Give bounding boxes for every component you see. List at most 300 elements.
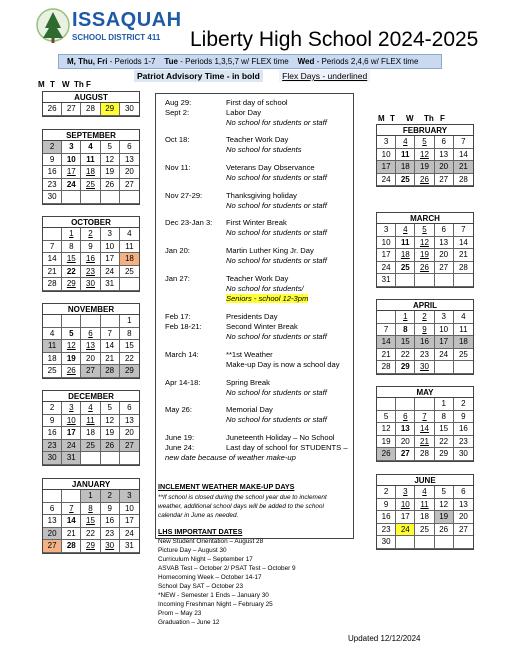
day-cell: 17 [62, 427, 81, 440]
day-cell: 4 [415, 486, 434, 499]
day-cell: 26 [377, 448, 396, 461]
day-cell: 28 [43, 278, 62, 291]
important-heading: LHS IMPORTANT DATES [158, 527, 243, 536]
day-cell: 18 [43, 353, 62, 366]
month-name: SEPTEMBER [43, 130, 139, 141]
schedule-b-days: Tue [164, 57, 178, 66]
day-cell: 25 [81, 440, 100, 453]
day-cell: 28 [415, 448, 434, 461]
day-cell: 6 [120, 141, 139, 154]
day-cell: 2 [454, 398, 473, 411]
day-cell [43, 490, 62, 503]
day-cell: 27 [435, 174, 454, 187]
event-name: Martin Luther King Jr. Day [226, 246, 314, 255]
day-cell: 17 [101, 253, 120, 266]
event-name: First Winter Break [226, 218, 287, 227]
day-cell: 14 [377, 336, 396, 349]
day-cell: 6 [120, 402, 139, 415]
day-cell: 18 [454, 336, 473, 349]
schedule-c-days: Wed [297, 57, 315, 66]
month-name: AUGUST [43, 92, 139, 103]
day-cell: 19 [415, 249, 434, 262]
calendar-april [376, 299, 474, 375]
page-title: Liberty High School 2024-2025 [190, 28, 479, 51]
event-date: June 24: [165, 443, 195, 452]
day-cell: 17 [435, 336, 454, 349]
important-list [158, 537, 327, 627]
day-cell: 4 [81, 402, 100, 415]
day-cell [396, 398, 415, 411]
calendar-august [42, 91, 140, 117]
day-cell: 18 [120, 253, 139, 266]
important-item: Prom – May 23 [158, 610, 202, 617]
event-name: Teacher Work Day [226, 274, 289, 283]
day-cell: 2 [81, 228, 100, 241]
day-cell: 14 [454, 237, 473, 250]
day-cell [62, 490, 81, 503]
calendar-december [42, 390, 140, 466]
day-cell: 16 [43, 427, 62, 440]
day-cell: 17 [377, 161, 396, 174]
day-cell [454, 361, 473, 374]
day-cell: 31 [62, 452, 81, 465]
day-cell: 20 [81, 353, 100, 366]
month-grid [43, 490, 139, 553]
day-cell: 27 [435, 262, 454, 275]
event-name: Labor Day [226, 108, 262, 117]
day-cell: 20 [120, 427, 139, 440]
day-cell: 19 [377, 436, 396, 449]
day-cell: 3 [62, 141, 81, 154]
calendar-october [42, 216, 140, 292]
event-date: Nov 11: [165, 163, 191, 172]
day-cell: 12 [415, 149, 434, 162]
day-cell: 20 [435, 161, 454, 174]
day-cell: 9 [454, 411, 473, 424]
day-cell: 10 [62, 154, 81, 167]
day-cell [81, 191, 100, 204]
day-cell: 13 [435, 149, 454, 162]
event-date: June 19: [165, 433, 195, 442]
day-cell: 18 [81, 166, 100, 179]
day-cell: 24 [377, 262, 396, 275]
day-cell: 3 [396, 486, 415, 499]
day-cell: 13 [81, 340, 100, 353]
day-cell: 7 [454, 136, 473, 149]
day-cell [120, 278, 139, 291]
day-cell: 2 [101, 490, 120, 503]
day-cell: 31 [377, 274, 396, 287]
event-highlight: Seniors - school 12-3pm [226, 294, 309, 303]
day-cell: 21 [454, 161, 473, 174]
day-cell: 10 [435, 324, 454, 337]
updated-date: Updated 12/12/2024 [348, 634, 421, 643]
day-cell: 1 [396, 311, 415, 324]
day-cell: 28 [454, 262, 473, 275]
day-cell [435, 536, 454, 549]
legend [134, 71, 370, 81]
day-cell: 5 [415, 136, 434, 149]
day-cell: 27 [396, 448, 415, 461]
day-cell: 16 [454, 423, 473, 436]
day-cell: 28 [377, 361, 396, 374]
day-cell: 11 [43, 340, 62, 353]
month-grid [377, 136, 473, 186]
day-cell: 19 [101, 427, 120, 440]
month-name: NOVEMBER [43, 304, 139, 315]
day-cell: 18 [81, 427, 100, 440]
day-cell: 26 [101, 179, 120, 192]
day-cell: 24 [101, 266, 120, 279]
day-cell: 4 [454, 311, 473, 324]
day-cell: 11 [81, 415, 100, 428]
important-item: School Day SAT – October 23 [158, 583, 244, 590]
day-cell: 15 [81, 515, 100, 528]
day-cell: 18 [415, 511, 434, 524]
day-cell: 2 [415, 311, 434, 324]
day-cell: 26 [43, 103, 62, 116]
day-cell: 28 [81, 103, 100, 116]
event-name-line2: Make-up Day is now a school day [226, 360, 340, 369]
day-cell [377, 311, 396, 324]
day-cell: 4 [396, 136, 415, 149]
calendar-february [376, 124, 474, 187]
event-note: No school for students or staff [226, 256, 327, 265]
event-note: No school for students [226, 145, 302, 154]
calendar-november [42, 303, 140, 379]
tree-logo-icon [36, 8, 70, 46]
legend-flex: Flex Days - underlined [279, 70, 370, 82]
day-cell: 26 [101, 440, 120, 453]
important-item: *NEW - Semester 1 Ends – January 30 [158, 592, 269, 599]
day-cell: 13 [396, 423, 415, 436]
day-cell: 8 [435, 411, 454, 424]
day-cell: 23 [415, 349, 434, 362]
day-cell: 28 [454, 174, 473, 187]
day-cell: 7 [377, 324, 396, 337]
day-cell: 15 [396, 336, 415, 349]
day-cell: 30 [101, 540, 120, 553]
day-cell: 19 [101, 166, 120, 179]
event-note: No school for students or staff [226, 228, 327, 237]
day-cell: 29 [120, 365, 139, 378]
notes-section [158, 482, 327, 627]
important-item: New Student Orientation – August 28 [158, 538, 264, 545]
event-date: Oct 18: [165, 135, 190, 144]
day-cell [435, 274, 454, 287]
day-cell: 23 [377, 524, 396, 537]
calendar-may [376, 386, 474, 462]
day-cell: 3 [435, 311, 454, 324]
day-cell: 3 [377, 224, 396, 237]
month-grid [377, 486, 473, 549]
month-name: MARCH [377, 213, 473, 224]
day-cell: 3 [377, 136, 396, 149]
day-cell: 13 [120, 415, 139, 428]
weekday-header-right: M T W Th F [378, 114, 445, 123]
day-cell: 23 [43, 179, 62, 192]
calendar-march [376, 212, 474, 288]
important-item: Graduation – June 12 [158, 619, 220, 626]
day-cell: 21 [377, 349, 396, 362]
day-cell: 16 [81, 253, 100, 266]
day-cell [377, 398, 396, 411]
event-note: No school for students/ [226, 284, 304, 293]
month-grid [43, 315, 139, 378]
day-cell: 18 [396, 249, 415, 262]
day-cell [101, 315, 120, 328]
day-cell: 21 [101, 353, 120, 366]
day-cell: 20 [120, 166, 139, 179]
district-logo [36, 8, 182, 48]
day-cell: 20 [435, 249, 454, 262]
weather-heading: INCLEMENT WEATHER MAKE-UP DAYS [158, 482, 295, 491]
day-cell: 15 [435, 423, 454, 436]
month-name: JUNE [377, 475, 473, 486]
event-date: Nov 27-29: [165, 191, 203, 200]
day-cell: 14 [62, 515, 81, 528]
events-box [155, 93, 354, 539]
day-cell: 6 [396, 411, 415, 424]
day-cell: 9 [377, 499, 396, 512]
month-grid [43, 228, 139, 291]
schedule-a-days: M, Thu, Fri [67, 57, 108, 66]
day-cell: 20 [454, 511, 473, 524]
logo-name: ISSAQUAH [72, 9, 182, 31]
day-cell: 21 [415, 436, 434, 449]
day-cell [396, 274, 415, 287]
day-cell: 7 [454, 224, 473, 237]
day-cell: 13 [120, 154, 139, 167]
calendar-june [376, 474, 474, 550]
day-cell: 3 [62, 402, 81, 415]
event-name: Presidents Day [226, 312, 278, 321]
day-cell: 29 [81, 540, 100, 553]
day-cell: 25 [396, 262, 415, 275]
day-cell: 10 [62, 415, 81, 428]
day-cell: 10 [120, 503, 139, 516]
day-cell: 28 [101, 365, 120, 378]
day-cell: 29 [435, 448, 454, 461]
event-date: Jan 27: [165, 274, 190, 283]
day-cell: 23 [454, 436, 473, 449]
event-name: Second Winter Break [226, 322, 298, 331]
day-cell: 8 [81, 503, 100, 516]
day-cell: 27 [120, 179, 139, 192]
day-cell: 17 [377, 249, 396, 262]
event-name: Spring Break [226, 378, 270, 387]
day-cell: 12 [62, 340, 81, 353]
day-cell: 1 [120, 315, 139, 328]
day-cell: 11 [415, 499, 434, 512]
day-cell: 25 [43, 365, 62, 378]
day-cell: 24 [377, 174, 396, 187]
important-item: Incoming Freshman Night – February 25 [158, 601, 273, 608]
day-cell: 16 [101, 515, 120, 528]
day-cell: 27 [43, 540, 62, 553]
day-cell [43, 228, 62, 241]
event-name: Teacher Work Day [226, 135, 289, 144]
day-cell [454, 274, 473, 287]
day-cell: 5 [101, 141, 120, 154]
day-cell [101, 452, 120, 465]
day-cell: 24 [62, 179, 81, 192]
month-grid [377, 224, 473, 287]
day-cell [415, 398, 434, 411]
day-cell [454, 536, 473, 549]
day-cell: 10 [396, 499, 415, 512]
events-tail-note: new date because of weather make-up [165, 453, 296, 462]
day-cell: 21 [62, 528, 81, 541]
day-cell [81, 452, 100, 465]
event-date: Feb 18-21: [165, 322, 202, 331]
day-cell: 30 [454, 448, 473, 461]
weekday-header-left: M T W Th F [38, 80, 91, 89]
day-cell: 14 [43, 253, 62, 266]
day-cell: 26 [435, 524, 454, 537]
important-item: Curriculum Night – September 17 [158, 556, 253, 563]
event-name: Veterans Day Observance [226, 163, 315, 172]
day-cell: 6 [435, 224, 454, 237]
day-cell: 31 [101, 278, 120, 291]
day-cell: 24 [396, 524, 415, 537]
day-cell: 13 [435, 237, 454, 250]
day-cell: 4 [120, 228, 139, 241]
day-cell: 23 [81, 266, 100, 279]
day-cell: 5 [377, 411, 396, 424]
day-cell: 2 [377, 486, 396, 499]
day-cell: 6 [454, 486, 473, 499]
event-date: Apr 14-18: [165, 378, 201, 387]
month-name: MAY [377, 387, 473, 398]
day-cell: 6 [435, 136, 454, 149]
day-cell: 14 [454, 149, 473, 162]
event-name: Last day of school for STUDENTS – [226, 443, 348, 452]
day-cell: 12 [101, 415, 120, 428]
event-date: Sept 2: [165, 108, 190, 117]
day-cell: 22 [81, 528, 100, 541]
day-cell: 12 [435, 499, 454, 512]
day-cell [415, 274, 434, 287]
day-cell: 27 [120, 440, 139, 453]
day-cell: 12 [377, 423, 396, 436]
event-date: Aug 29: [165, 98, 192, 107]
day-cell [101, 191, 120, 204]
event-name: **1st Weather [226, 350, 273, 359]
day-cell: 7 [62, 503, 81, 516]
day-cell [120, 452, 139, 465]
day-cell: 26 [415, 262, 434, 275]
day-cell: 3 [101, 228, 120, 241]
month-grid [377, 311, 473, 374]
month-name: OCTOBER [43, 217, 139, 228]
day-cell: 16 [415, 336, 434, 349]
day-cell: 2 [43, 402, 62, 415]
day-cell: 30 [415, 361, 434, 374]
day-cell: 29 [62, 278, 81, 291]
day-cell: 2 [43, 141, 62, 154]
day-cell [435, 361, 454, 374]
day-cell [43, 315, 62, 328]
event-date: May 26: [165, 405, 193, 414]
day-cell: 14 [101, 340, 120, 353]
day-cell: 9 [43, 415, 62, 428]
day-cell: 9 [43, 154, 62, 167]
day-cell: 10 [101, 241, 120, 254]
day-cell: 18 [396, 161, 415, 174]
day-cell: 28 [62, 540, 81, 553]
event-date: Jan 20: [165, 246, 190, 255]
day-cell: 24 [435, 349, 454, 362]
day-cell: 16 [377, 511, 396, 524]
calendar-january [42, 478, 140, 554]
month-grid [43, 103, 139, 116]
event-name: Thanksgiving holiday [226, 191, 297, 200]
calendar-september [42, 129, 140, 205]
event-note: No school for students or staff [226, 332, 327, 341]
day-cell: 8 [396, 324, 415, 337]
day-cell: 11 [396, 237, 415, 250]
day-cell: 27 [454, 524, 473, 537]
day-cell: 17 [120, 515, 139, 528]
day-cell: 30 [43, 452, 62, 465]
day-cell: 30 [377, 536, 396, 549]
event-name: First day of school [226, 98, 288, 107]
day-cell: 20 [396, 436, 415, 449]
day-cell: 13 [43, 515, 62, 528]
event-name: Juneteenth Holiday – No School [226, 433, 335, 442]
day-cell: 19 [435, 511, 454, 524]
day-cell [120, 191, 139, 204]
schedule-a-text: - Periods 1-7 [107, 57, 156, 66]
day-cell: 4 [43, 328, 62, 341]
important-item: Picture Day – August 30 [158, 547, 227, 554]
schedule-b-text: - Periods 1,3,5,7 w/ FLEX time [178, 57, 289, 66]
event-name: Memorial Day [226, 405, 273, 414]
day-cell: 9 [101, 503, 120, 516]
day-cell: 27 [62, 103, 81, 116]
day-cell: 24 [62, 440, 81, 453]
event-note: No school for students or staff [226, 173, 327, 182]
day-cell: 1 [435, 398, 454, 411]
weather-note: **If school is closed during the school year due to inclement weather, additional school days will be added to the school calendar in June as needed. [158, 494, 327, 519]
day-cell: 20 [43, 528, 62, 541]
event-note: No school for students or staff [226, 388, 327, 397]
day-cell: 25 [120, 266, 139, 279]
day-cell: 22 [62, 266, 81, 279]
day-cell: 12 [415, 237, 434, 250]
month-grid [43, 141, 139, 204]
schedule-bar [58, 54, 442, 69]
day-cell: 24 [120, 528, 139, 541]
day-cell: 22 [120, 353, 139, 366]
day-cell: 10 [377, 149, 396, 162]
day-cell: 25 [415, 524, 434, 537]
day-cell [81, 315, 100, 328]
day-cell: 4 [81, 141, 100, 154]
day-cell: 8 [120, 328, 139, 341]
day-cell: 22 [396, 349, 415, 362]
day-cell: 29 [101, 103, 120, 116]
day-cell: 21 [43, 266, 62, 279]
day-cell: 31 [120, 540, 139, 553]
day-cell: 7 [101, 328, 120, 341]
event-note: No school for students or staff [226, 201, 327, 210]
day-cell: 5 [415, 224, 434, 237]
day-cell [396, 536, 415, 549]
day-cell: 6 [81, 328, 100, 341]
day-cell: 11 [454, 324, 473, 337]
